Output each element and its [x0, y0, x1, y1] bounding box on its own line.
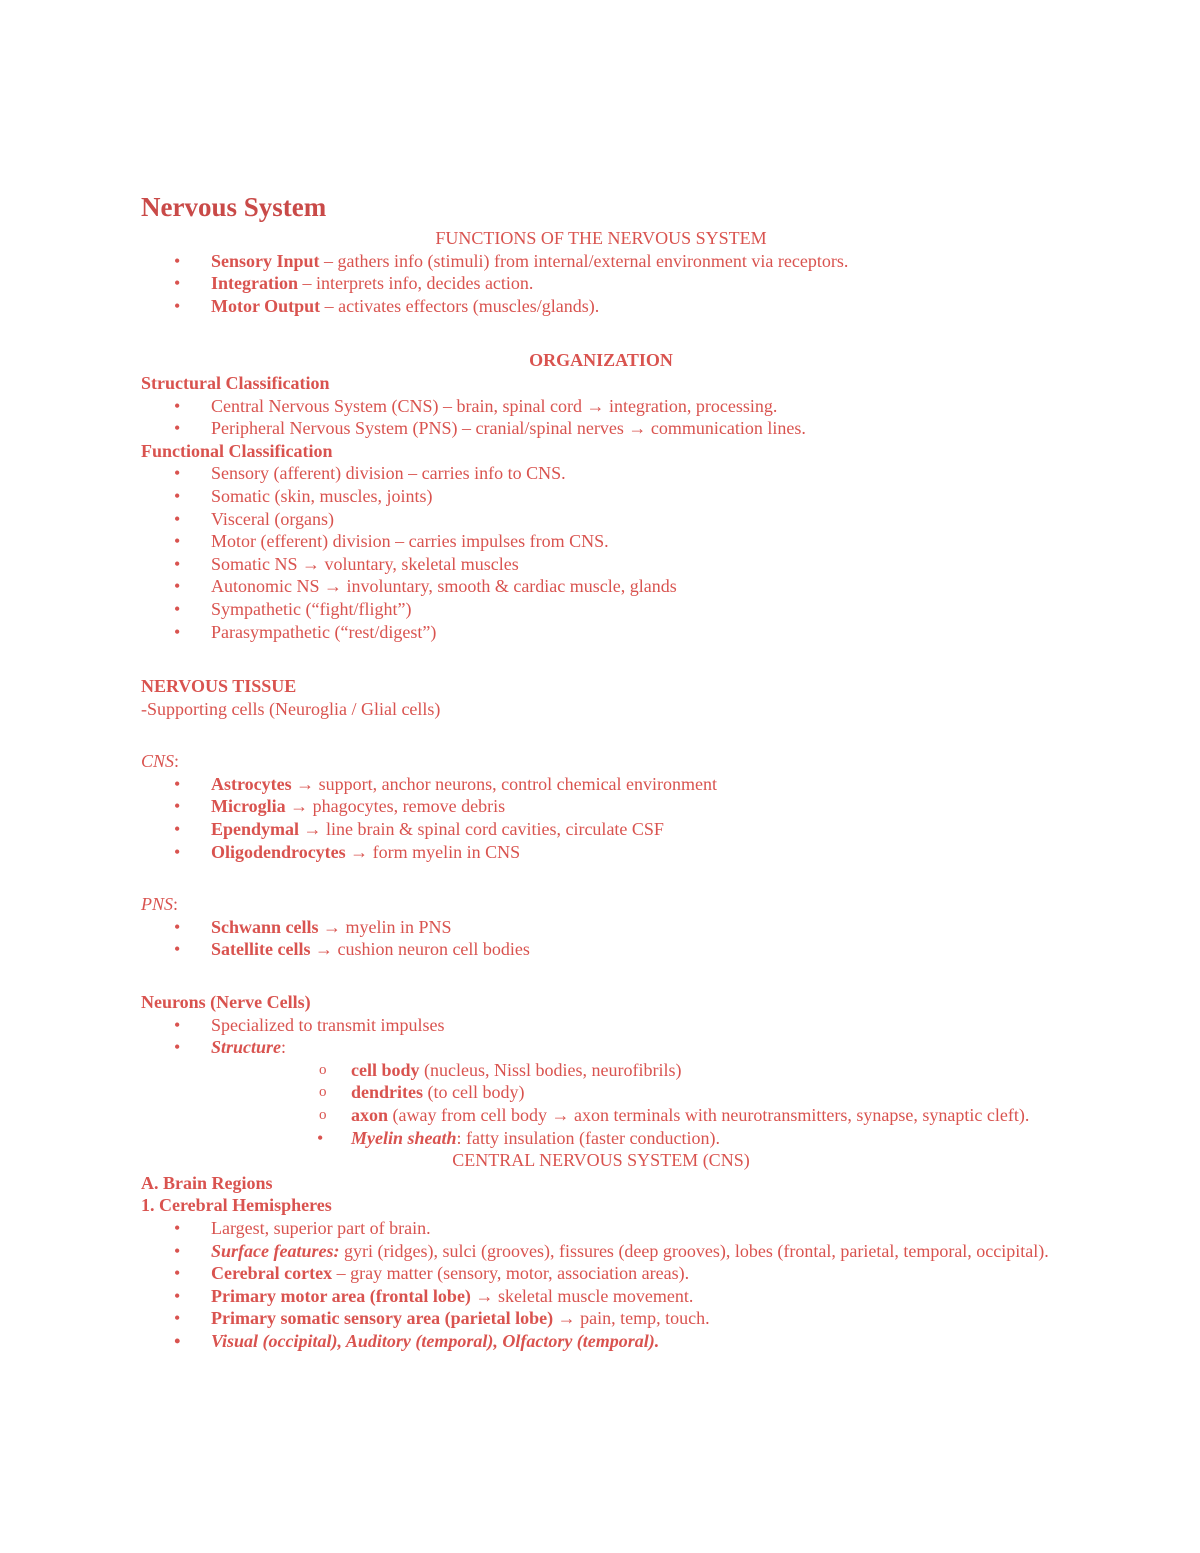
list-item: • Motor (efferent) division – carries impulses from CNS.	[141, 530, 1061, 553]
list-item: • Oligodendrocytes → form myelin in CNS	[141, 841, 1061, 864]
structural-heading: Structural Classification	[141, 372, 330, 393]
list-item: • Visceral (organs)	[141, 508, 1061, 531]
list-item: • Schwann cells → myelin in PNS	[141, 916, 1061, 939]
list-item: • Primary motor area (frontal lobe) → skeletal muscle movement.	[141, 1285, 1061, 1308]
pns-label-line: PNS:	[141, 894, 179, 915]
list-item: • Surface features: gyri (ridges), sulci (grooves), fissures (deep grooves), lobes (frontal, parietal, temporal, occipital).	[141, 1240, 1061, 1263]
cns-heading: CENTRAL NERVOUS SYSTEM (CNS)	[452, 1150, 750, 1171]
functional-list	[141, 462, 1061, 643]
list-item: • Sensory Input – gathers info (stimuli) from internal/external environment via receptors.	[141, 250, 1061, 273]
sublist-item: o dendrites (to cell body)	[211, 1081, 1061, 1104]
hemispheres-heading: 1. Cerebral Hemispheres	[141, 1195, 332, 1216]
cns-label: CNS	[141, 751, 175, 772]
sublist-item: o axon (away from cell body → axon terminals with neurotransmitters, synapse, synaptic cleft).	[211, 1104, 1061, 1127]
list-item: • Central Nervous System (CNS) – brain, spinal cord → integration, processing.	[141, 395, 1061, 418]
list-item: • Sensory (afferent) division – carries info to CNS.	[141, 462, 1061, 485]
list-item: • Primary somatic sensory area (parietal lobe) → pain, temp, touch.	[141, 1307, 1061, 1330]
sublist-item: • Myelin sheath: fatty insulation (faster conduction).	[211, 1127, 1061, 1150]
list-item: • Motor Output – activates effectors (muscles/glands).	[141, 295, 1061, 318]
functions-heading: FUNCTIONS OF THE NERVOUS SYSTEM	[435, 228, 767, 248]
list-item: • Integration – interprets info, decides action.	[141, 272, 1061, 295]
organization-heading: ORGANIZATION	[529, 350, 673, 371]
cns-label-line: CNS:	[141, 751, 180, 772]
list-item: • Somatic NS → voluntary, skeletal muscles	[141, 553, 1061, 576]
list-item: • Somatic (skin, muscles, joints)	[141, 485, 1061, 508]
list-item: • Specialized to transmit impulses	[141, 1014, 1061, 1037]
functions-list	[141, 250, 1061, 318]
list-item: • Autonomic NS → involuntary, smooth & cardiac muscle, glands	[141, 575, 1061, 598]
list-item: • Structure: o cell body (nucleus, Nissl bodies, neurofibrils) o dendrites (to cell body) o axon (away from cell body → axon terminals with neurotransmitters, synapse, synaptic cleft). • Myelin sheath: fatty insulation (faster conduction).	[141, 1036, 1061, 1149]
pns-cells-list	[141, 916, 1061, 961]
neurons-heading: Neurons (Nerve Cells)	[141, 992, 311, 1013]
list-item: • Astrocytes → support, anchor neurons, control chemical environment	[141, 773, 1061, 796]
structure-label: Structure	[211, 1037, 282, 1058]
structure-sublist	[211, 1059, 1061, 1149]
document-page	[141, 190, 1061, 1353]
hemispheres-list	[141, 1217, 1061, 1353]
list-item: • Sympathetic (“fight/flight”)	[141, 598, 1061, 621]
list-item: • Parasympathetic (“rest/digest”)	[141, 621, 1061, 644]
cns-cells-list	[141, 773, 1061, 863]
list-item: • Largest, superior part of brain.	[141, 1217, 1061, 1240]
list-item: • Cerebral cortex – gray matter (sensory, motor, association areas).	[141, 1262, 1061, 1285]
brain-regions-heading: A. Brain Regions	[141, 1172, 273, 1193]
pns-label: PNS	[141, 894, 174, 915]
list-item: • Visual (occipital), Auditory (temporal), Olfactory (temporal).	[141, 1330, 1061, 1353]
sublist-item: o cell body (nucleus, Nissl bodies, neurofibrils)	[211, 1059, 1061, 1082]
tissue-heading: NERVOUS TISSUE	[141, 676, 297, 697]
document-title: Nervous System	[141, 192, 327, 222]
list-item: • Peripheral Nervous System (PNS) – cranial/spinal nerves → communication lines.	[141, 417, 1061, 440]
neurons-list	[141, 1014, 1061, 1150]
functional-heading: Functional Classification	[141, 440, 333, 461]
structural-list	[141, 395, 1061, 440]
list-item: • Microglia → phagocytes, remove debris	[141, 795, 1061, 818]
tissue-subheading: -Supporting cells (Neuroglia / Glial cells)	[141, 698, 441, 719]
list-item: • Satellite cells → cushion neuron cell bodies	[141, 938, 1061, 961]
list-item: • Ependymal → line brain & spinal cord cavities, circulate CSF	[141, 818, 1061, 841]
